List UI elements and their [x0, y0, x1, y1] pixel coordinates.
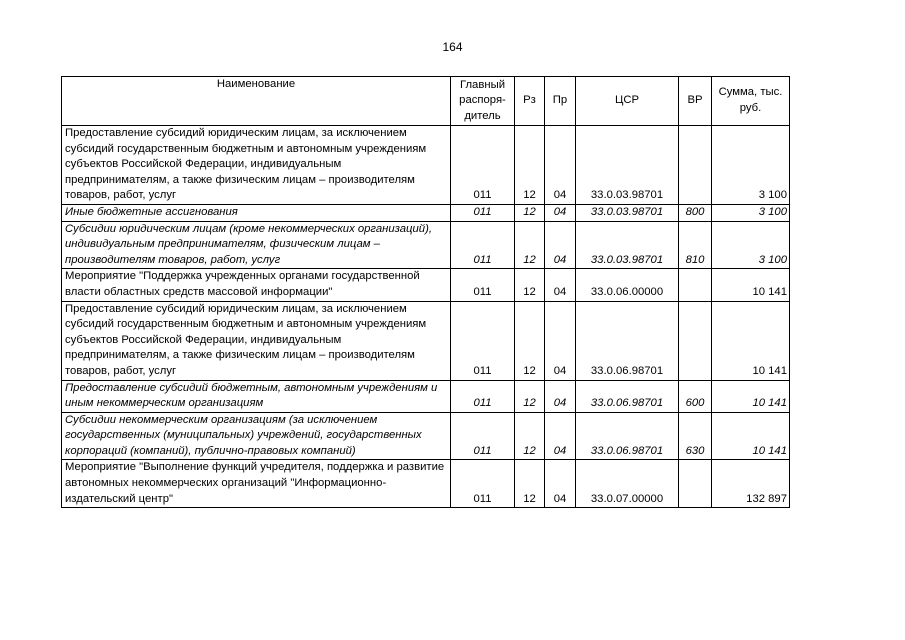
- row-vr: [679, 301, 712, 380]
- row-vr: 810: [679, 221, 712, 269]
- header-name: Наименование: [62, 77, 451, 126]
- row-vr: [679, 269, 712, 301]
- row-csr: 33.0.07.00000: [576, 460, 679, 508]
- table-row: [62, 126, 790, 205]
- row-name: Мероприятие "Выполнение функций учредителя, поддержка и развитие автономных некоммерческих организаций "Информационно-издательский центр": [62, 460, 451, 508]
- row-sum: 10 141: [712, 412, 790, 460]
- row-vr: 800: [679, 204, 712, 221]
- table-row: [62, 221, 790, 269]
- row-pr: 04: [545, 301, 576, 380]
- row-pr: 04: [545, 380, 576, 412]
- row-csr: 33.0.03.98701: [576, 221, 679, 269]
- header-vr: ВР: [679, 77, 712, 126]
- row-csr: 33.0.03.98701: [576, 204, 679, 221]
- row-csr: 33.0.06.00000: [576, 269, 679, 301]
- row-grbs: 011: [451, 126, 515, 205]
- row-sum: 10 141: [712, 301, 790, 380]
- row-rz: 12: [515, 204, 545, 221]
- row-grbs: 011: [451, 301, 515, 380]
- row-csr: 33.0.03.98701: [576, 126, 679, 205]
- row-grbs: 011: [451, 221, 515, 269]
- row-name: Субсидии юридическим лицам (кроме некоммерческих организаций), индивидуальным предпринимателям, физическим лицам – производителям товаров, работ, услуг: [62, 221, 451, 269]
- row-pr: 04: [545, 204, 576, 221]
- row-pr: 04: [545, 221, 576, 269]
- row-rz: 12: [515, 269, 545, 301]
- row-rz: 12: [515, 460, 545, 508]
- header-sum: Сумма, тыс. руб.: [712, 77, 790, 126]
- row-name: Иные бюджетные ассигнования: [62, 204, 451, 221]
- row-pr: 04: [545, 460, 576, 508]
- row-rz: 12: [515, 126, 545, 205]
- header-csr: ЦСР: [576, 77, 679, 126]
- row-csr: 33.0.06.98701: [576, 412, 679, 460]
- row-vr: [679, 460, 712, 508]
- table-header-row: [62, 77, 790, 126]
- row-rz: 12: [515, 412, 545, 460]
- row-grbs: 011: [451, 460, 515, 508]
- row-sum: 3 100: [712, 204, 790, 221]
- row-sum: 132 897: [712, 460, 790, 508]
- table-row: [62, 301, 790, 380]
- row-name: Мероприятие "Поддержка учрежденных органами государственной власти областных средств массовой информации": [62, 269, 451, 301]
- row-pr: 04: [545, 269, 576, 301]
- row-rz: 12: [515, 221, 545, 269]
- row-name: Предоставление субсидий юридическим лицам, за исключением субсидий государственным бюджетным и автономным учреждениям субъектов Российской Федерации, индивидуальным предпринимателям, а также физическим лицам – производителям товаров, работ, услуг: [62, 301, 451, 380]
- page-number: 164: [442, 40, 463, 54]
- row-pr: 04: [545, 126, 576, 205]
- table-row: [62, 380, 790, 412]
- table-row: [62, 269, 790, 301]
- row-sum: 3 100: [712, 221, 790, 269]
- row-rz: 12: [515, 380, 545, 412]
- row-csr: 33.0.06.98701: [576, 380, 679, 412]
- header-grbs: Главный распоря-дитель: [451, 77, 515, 126]
- header-rz: Рз: [515, 77, 545, 126]
- row-pr: 04: [545, 412, 576, 460]
- row-name: Субсидии некоммерческим организациям (за исключением государственных (муниципальных) учреждений, государственных корпораций (компаний), публично-правовых компаний): [62, 412, 451, 460]
- header-pr: Пр: [545, 77, 576, 126]
- table-row: [62, 460, 790, 508]
- row-name: Предоставление субсидий бюджетным, автономным учреждениям и иным некоммерческим организациям: [62, 380, 451, 412]
- row-grbs: 011: [451, 380, 515, 412]
- budget-table: [61, 76, 790, 508]
- row-vr: 630: [679, 412, 712, 460]
- row-csr: 33.0.06.98701: [576, 301, 679, 380]
- table-row: [62, 204, 790, 221]
- row-sum: 3 100: [712, 126, 790, 205]
- row-grbs: 011: [451, 412, 515, 460]
- table-row: [62, 412, 790, 460]
- row-grbs: 011: [451, 269, 515, 301]
- row-name: Предоставление субсидий юридическим лицам, за исключением субсидий государственным бюджетным и автономным учреждениям субъектов Российской Федерации, индивидуальным предпринимателям, а также физическим лицам – производителям товаров, работ, услуг: [62, 126, 451, 205]
- row-sum: 10 141: [712, 269, 790, 301]
- row-grbs: 011: [451, 204, 515, 221]
- row-sum: 10 141: [712, 380, 790, 412]
- row-vr: [679, 126, 712, 205]
- row-vr: 600: [679, 380, 712, 412]
- row-rz: 12: [515, 301, 545, 380]
